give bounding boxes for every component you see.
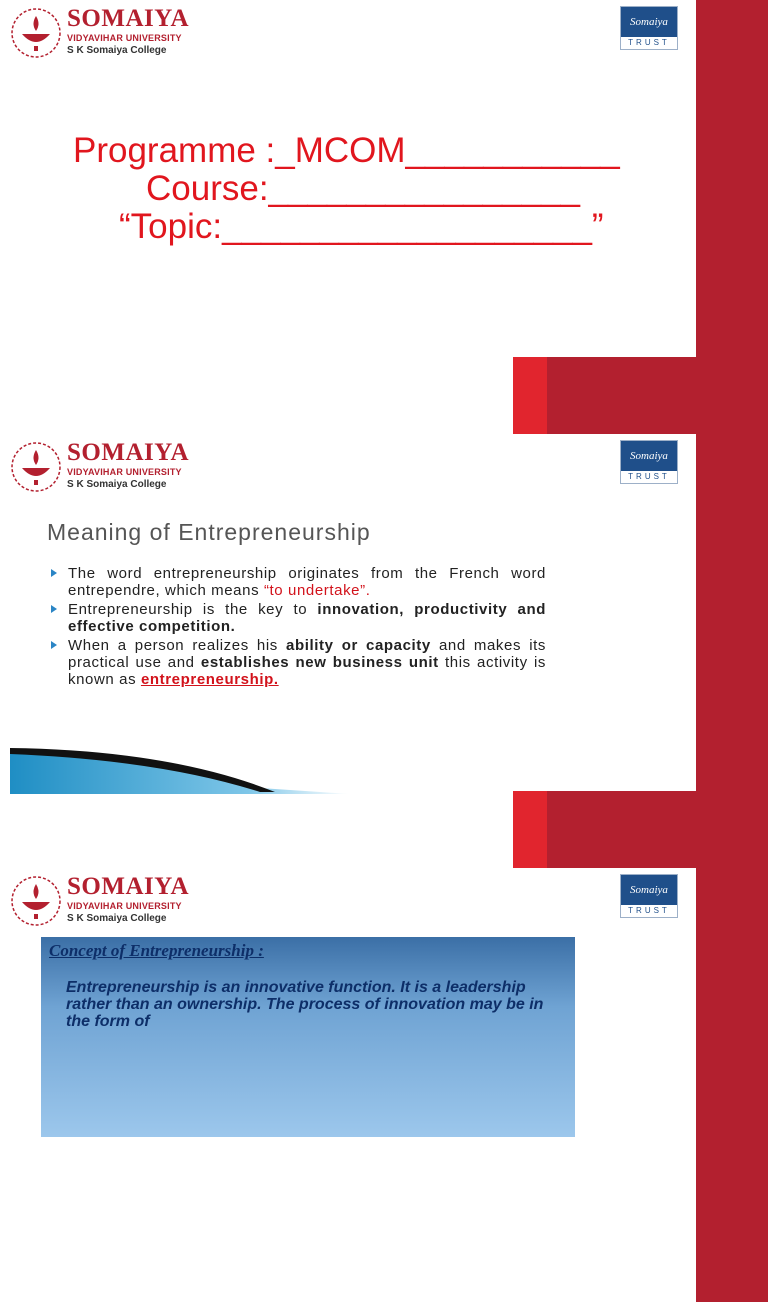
slide-title-block [0,132,696,246]
somaiya-trust-logo [620,6,678,50]
course-line: Course:________________ [146,169,580,208]
logo-name: SOMAIYA [67,439,190,466]
logo-name: SOMAIYA [67,5,190,32]
trust-logo-mark: Somaiya [621,441,677,471]
bullet-item: Entrepreneurship is the key to innovation, productivity and effective competition. [51,601,546,635]
programme-line: Programme :_MCOM___________ [73,131,620,170]
trust-logo-word: TRUST [628,472,670,481]
logo-university: VIDYAVIHAR UNIVERSITY [67,33,182,43]
slide-1[interactable] [0,0,768,434]
logo-college: S K Somaiya College [67,45,167,56]
somaiya-logo [8,6,198,60]
decorative-swoosh [10,744,350,794]
logo-college: S K Somaiya College [67,913,167,924]
trust-logo-word: TRUST [628,38,670,47]
concept-text: Entrepreneurship is an innovative function. It is a leadership rather than an ownership. The process of innovation may be in the form of [66,979,544,1030]
bullet-item: When a person realizes his ability or capacity and makes its practical use and establishes new business unit this activity is known as entrepreneurship. [51,637,546,688]
bullet-arrow-icon [51,569,57,577]
somaiya-logo [8,440,198,494]
slide-corner-block [513,357,768,434]
somaiya-trust-logo [620,874,678,918]
logo-college: S K Somaiya College [67,479,167,490]
bullet-arrow-icon [51,641,57,649]
somaiya-trust-logo [620,440,678,484]
logo-name: SOMAIYA [67,873,190,900]
bold-text: establishes new business unit [200,654,439,671]
logo-university: VIDYAVIHAR UNIVERSITY [67,467,182,477]
slide-corner-block [513,791,768,868]
slide-heading: Meaning of Entrepreneurship [47,519,371,545]
somaiya-emblem-icon [8,6,64,60]
slide-side-band [696,868,768,1302]
bold-text: ability or capacity [286,637,431,654]
slide-3[interactable] [0,868,768,1302]
logo-university: VIDYAVIHAR UNIVERSITY [67,901,182,911]
bullet-arrow-icon [51,605,57,613]
topic-line: “Topic:___________________” [119,207,604,246]
trust-logo-mark: Somaiya [621,875,677,905]
somaiya-logo [8,874,198,928]
bullet-item: The word entrepreneurship originates from the French word entrependre, which means “to undertake”. [51,565,546,599]
bold-text: innovation, productivity and effective competition. [68,601,547,635]
concept-title: Concept of Entrepreneurship : [49,941,264,960]
somaiya-emblem-icon [8,440,64,494]
trust-logo-mark: Somaiya [621,7,677,37]
bullet-list [51,565,546,690]
concept-panel [41,937,575,1137]
highlight-text: “to undertake”. [263,582,371,599]
slide-2[interactable] [0,434,768,868]
highlight-text: entrepreneurship. [140,671,279,688]
somaiya-emblem-icon [8,874,64,928]
trust-logo-word: TRUST [628,906,670,915]
